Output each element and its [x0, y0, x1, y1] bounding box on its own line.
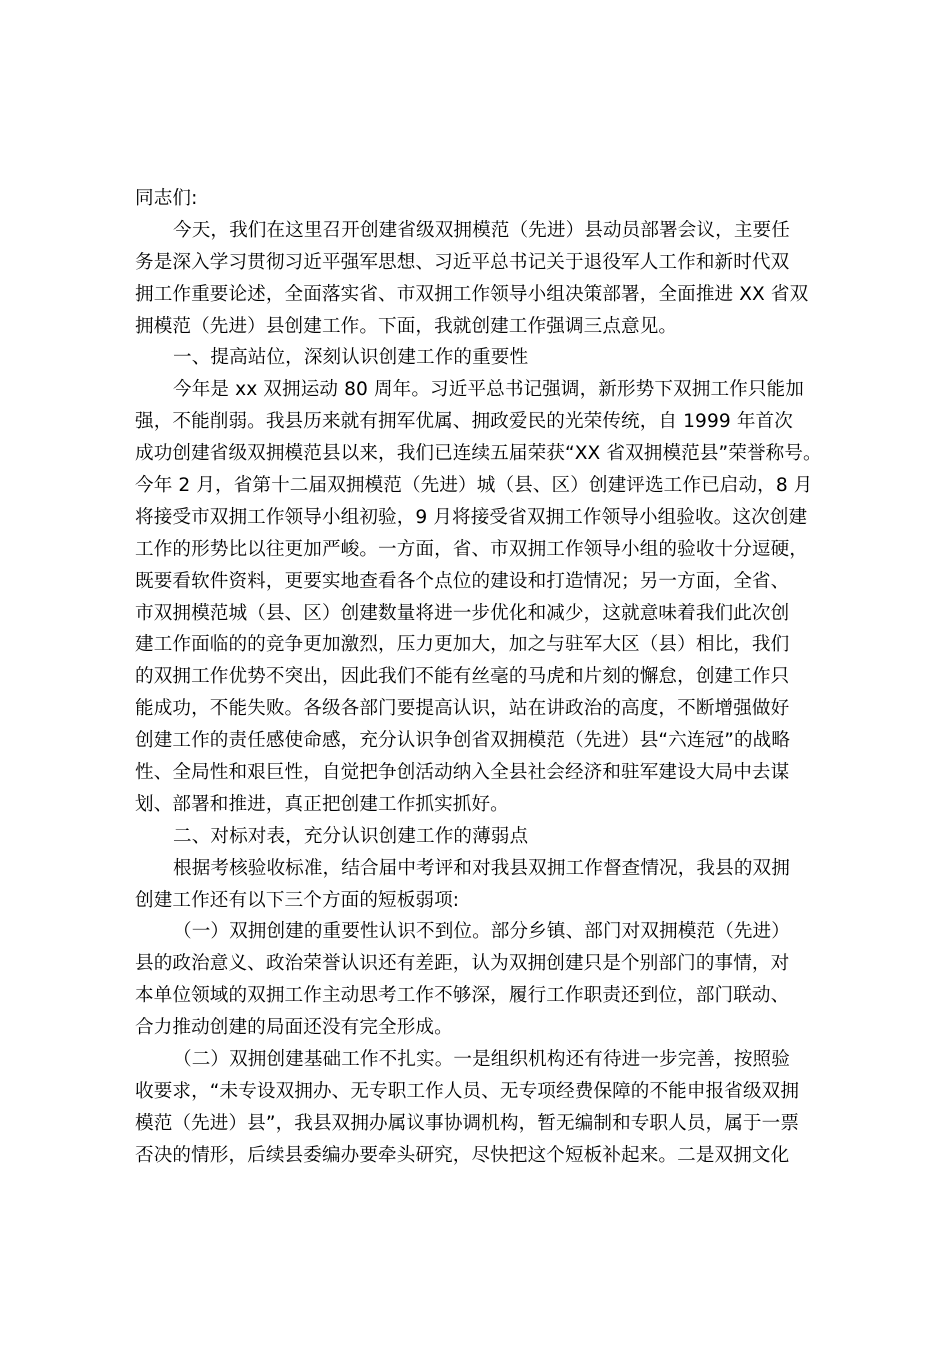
paragraph-line: 今年 2 月，省第十二届双拥模范（先进）城（县、区）创建评选工作已启动，8 月 — [135, 475, 813, 497]
paragraph-line: 合力推动创建的局面还没有完全形成。 — [135, 1017, 453, 1039]
greeting: 同志们: — [135, 188, 198, 209]
paragraph-line: 既要看软件资料，更要实地查看各个点位的建设和打造情况；另一方面，全省、 — [135, 570, 790, 592]
paragraph-line: 强，不能削弱。我县历来就有拥军优属、拥政爱民的光荣传统，自 1999 年首次 — [135, 411, 793, 433]
paragraph-line: 性、全局性和艰巨性，自觉把争创活动纳入全县社会经济和驻军建设大局中去谋 — [135, 762, 790, 784]
paragraph-line: 市双拥模范城（县、区）创建数量将进一步优化和减少，这就意味着我们此次创 — [135, 602, 790, 624]
paragraph-line: 今天，我们在这里召开创建省级双拥模范（先进）县动员部署会议，主要任 — [173, 219, 790, 241]
paragraph-line: 工作的形势比以往更加严峻。一方面，省、市双拥工作领导小组的验收十分逗硬， — [135, 538, 808, 560]
paragraph-line: 创建工作的责任感使命感，充分认识争创省双拥模范（先进）县“六连冠”的战略 — [135, 730, 791, 752]
section-heading: 一、提高站位，深刻认识创建工作的重要性 — [173, 347, 529, 369]
paragraph-line: 务是深入学习贯彻习近平强军思想、习近平总书记关于退役军人工作和新时代双 — [135, 251, 790, 273]
paragraph-line: 拥模范（先进）县创建工作。下面，我就创建工作强调三点意见。 — [135, 315, 678, 337]
paragraph-line: 建工作面临的的竞争更加激烈，压力更加大，加之与驻军大区（县）相比，我们 — [135, 634, 790, 656]
paragraph-line: 本单位领域的双拥工作主动思考工作不够深，履行工作职责还到位，部门联动、 — [135, 985, 790, 1007]
paragraph-line: 否决的情形，后续县委编办要牵头研究，尽快把这个短板补起来。二是双拥文化 — [135, 1144, 790, 1166]
paragraph-line: 县的政治意义、政治荣誉认识还有差距，认为双拥创建只是个别部门的事情，对 — [135, 953, 790, 975]
paragraph-line: 根据考核验收标准，结合届中考评和对我县双拥工作督查情况，我县的双拥 — [173, 857, 790, 879]
paragraph-line: 的双拥工作优势不突出，因此我们不能有丝毫的马虎和片刻的懈怠，创建工作只 — [135, 666, 790, 688]
paragraph-line: 拥工作重要论述，全面落实省、市双拥工作领导小组决策部署，全面推进 XX 省双 — [135, 283, 809, 305]
paragraph-line: 创建工作还有以下三个方面的短板弱项: — [135, 889, 460, 911]
paragraph-line: 收要求，“未专设双拥办、无专职工作人员、无专项经费保障的不能申报省级双拥 — [135, 1080, 800, 1102]
paragraph-line: （一）双拥创建的重要性认识不到位。部分乡镇、部门对双拥模范（先进） — [173, 921, 790, 943]
paragraph-line: 能成功，不能失败。各级各部门要提高认识，站在讲政治的高度，不断增强做好 — [135, 698, 790, 720]
paragraph-line: （二）双拥创建基础工作不扎实。一是组织机构还有待进一步完善，按照验 — [173, 1049, 790, 1071]
paragraph-line: 划、部署和推进，真正把创建工作抓实抓好。 — [135, 793, 509, 815]
document-body — [135, 183, 825, 1172]
paragraph-line: 今年是 xx 双拥运动 80 周年。习近平总书记强调，新形势下双拥工作只能加 — [173, 379, 804, 401]
paragraph-line: 将接受市双拥工作领导小组初验，9 月将接受省双拥工作领导小组验收。这次创建 — [135, 506, 808, 528]
paragraph-line: 成功创建省级双拥模范县以来，我们已连续五届荣获“XX 省双拥模范县”荣誉称号。 — [135, 443, 822, 465]
paragraph-line: 模范（先进）县”，我县双拥办属议事协调机构，暂无编制和专职人员，属于一票 — [135, 1112, 800, 1134]
section-heading: 二、对标对表，充分认识创建工作的薄弱点 — [173, 825, 529, 847]
